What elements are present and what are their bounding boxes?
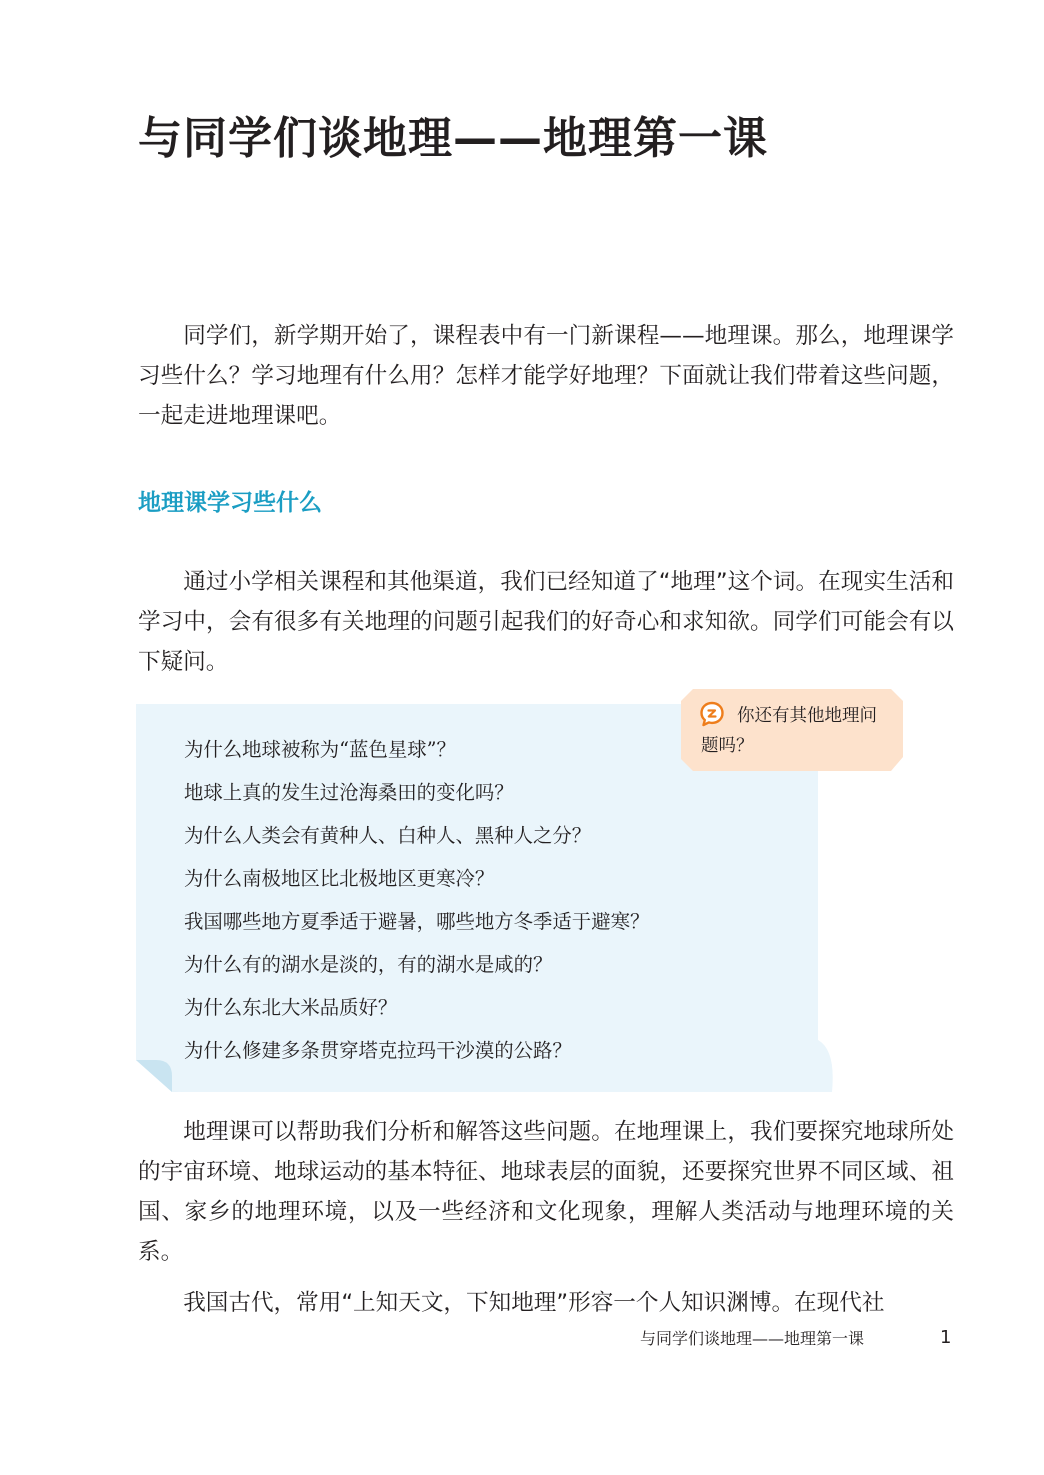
thought-bubble	[681, 689, 903, 771]
question-item: 为什么修建多条贯穿塔克拉玛干沙漠的公路？	[184, 1039, 572, 1062]
question-item: 为什么地球被称为“蓝色星球”？	[184, 738, 456, 761]
bubble-text: 你还有其他地理问题吗？	[701, 706, 877, 756]
question-item: 为什么有的湖水是淡的，有的湖水是咸的？	[184, 953, 553, 976]
question-item: 为什么南极地区比北极地区更寒冷？	[184, 867, 495, 890]
page-title: 与同学们谈地理——地理第一课	[138, 113, 768, 164]
section-heading: 地理课学习些什么	[138, 490, 322, 516]
footer-title: 与同学们谈地理——地理第一课	[640, 1329, 865, 1348]
question-list	[184, 728, 649, 1072]
intro-paragraph: 同学们，新学期开始了，课程表中有一门新课程——地理课。那么，地理课学习些什么？学习地理有什么用？怎样才能学好地理？下面就让我们带着这些问题，一起走进地理课吧。	[138, 323, 954, 429]
question-item: 为什么东北大米品质好？	[184, 996, 398, 1019]
page-number: 1	[940, 1327, 952, 1348]
question-item: 为什么人类会有黄种人、白种人、黑种人之分？	[184, 824, 592, 847]
paragraph-1: 通过小学相关课程和其他渠道，我们已经知道了“地理”这个词。在现实生活和学习中，会有很多有关地理的问题引起我们的好奇心和求知欲。同学们可能会有以下疑问。	[138, 569, 954, 675]
paragraph-2: 地理课可以帮助我们分析和解答这些问题。在地理课上，我们要探究地球所处的宇宙环境、地球运动的基本特征、地球表层的面貌，还要探究世界不同区域、祖国、家乡的地理环境，以及一些经济和文化现象，理解人类活动与地理环境的关系。	[138, 1119, 954, 1265]
paragraph-3: 我国古代，常用“上知天文，下知地理”形容一个人知识渊博。在现代社	[183, 1290, 885, 1316]
question-item: 我国哪些地方夏季适于避暑，哪些地方冬季适于避寒？	[184, 910, 650, 933]
question-item: 地球上真的发生过沧海桑田的变化吗？	[184, 781, 514, 804]
